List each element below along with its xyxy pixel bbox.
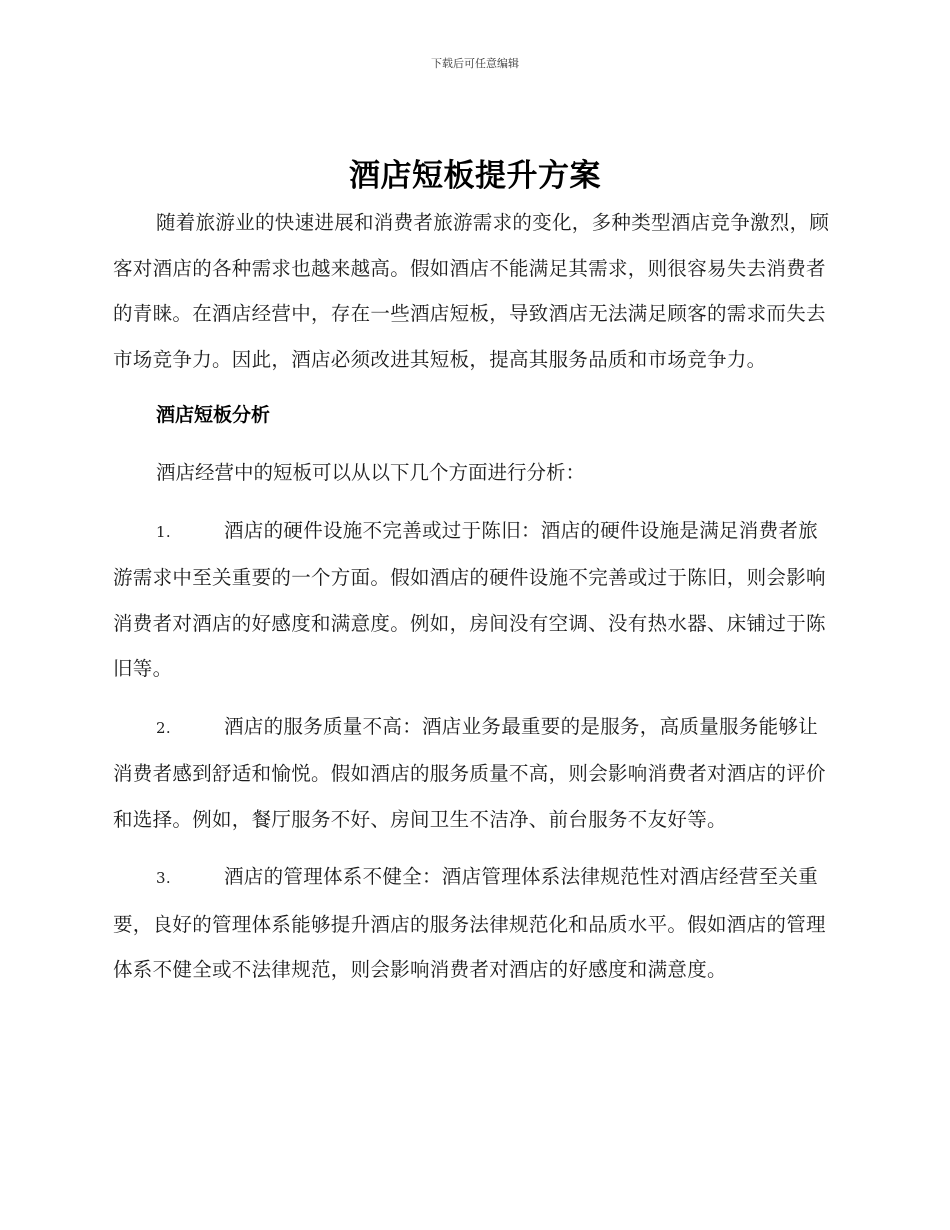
document-title: 酒店短板提升方案 bbox=[349, 158, 601, 194]
section-heading: 酒店短板分析 bbox=[156, 404, 271, 426]
list-item-text: 酒店的服务质量不高：酒店业务最重要的是服务，高质量服务能够让消费者感到舒适和愉悦。假如酒店的服务质量不高，则会影响消费者对酒店的评价和选择。例如，餐厅服务不好、房间卫生不洁净、前台服务不友好等。 bbox=[113, 714, 826, 831]
list-item-text: 酒店的管理体系不健全：酒店管理体系法律规范性对酒店经营至关重要，良好的管理体系能够提升酒店的服务法律规范化和品质水平。假如酒店的管理体系不健全或不法律规范，则会影响消费者对酒店的好感度和满意度。 bbox=[113, 865, 826, 981]
list-number: 3. bbox=[156, 869, 171, 887]
section-intro: 酒店经营中的短板可以从以下几个方面进行分析： bbox=[156, 461, 586, 484]
document-body bbox=[113, 200, 833, 993]
list-item-text: 酒店的硬件设施不完善或过于陈旧：酒店的硬件设施是满足消费者旅游需求中至关重要的一个方面。假如酒店的硬件设施不完善或过于陈旧，则会影响消费者对酒店的好感度和满意度。例如，房间没有空调、没有热水器、床铺过于陈旧等。 bbox=[113, 518, 826, 680]
list-item-3 bbox=[113, 854, 833, 993]
header-note: 下载后可任意编辑 bbox=[431, 57, 519, 70]
list-number: 2. bbox=[156, 718, 171, 737]
list-item-2 bbox=[113, 704, 833, 843]
list-number: 1. bbox=[156, 522, 171, 541]
list-item-1 bbox=[113, 508, 833, 692]
intro-paragraph: 随着旅游业的快速进展和消费者旅游需求的变化，多种类型酒店竞争激烈，顾客对酒店的各种需求也越来越高。假如酒店不能满足其需求，则很容易失去消费者的青睐。在酒店经营中，存在一些酒店短板，导致酒店无法满足顾客的需求而失去市场竞争力。因此，酒店必须改进其短板，提高其服务品质和市场竞争力。 bbox=[113, 211, 830, 371]
